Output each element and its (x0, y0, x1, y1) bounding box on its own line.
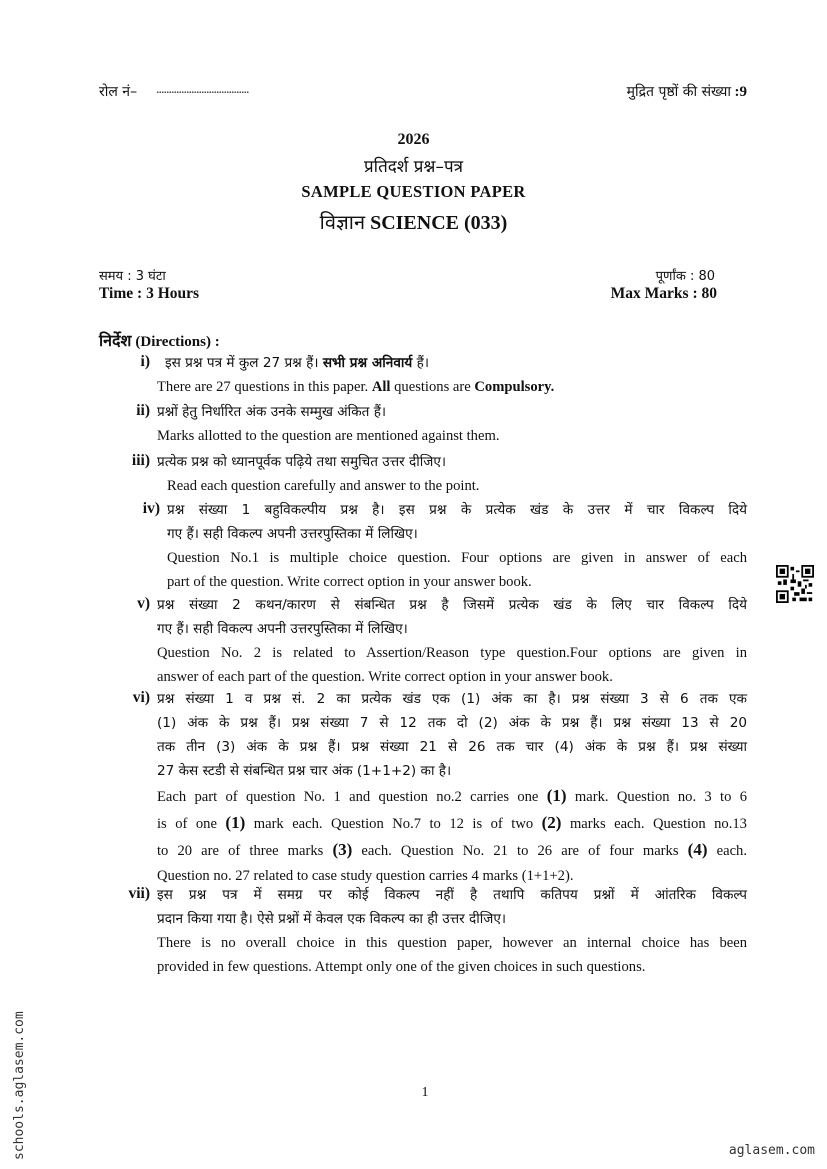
qr-code (776, 565, 814, 603)
direction-number-v: v) (137, 595, 150, 612)
direction-iv-english-2: part of the question. Write correct option in your answer book. (167, 574, 532, 590)
direction-iv-english-1: Question No.1 is multiple choice question. Four options are given in answer of each (167, 550, 747, 566)
direction-vi-hindi-4: 27 केस स्टडी से संबन्धित प्रश्न चार अंक (1+1+2) का है। (157, 763, 452, 779)
time-hindi: समय : 3 घंटा (99, 269, 166, 284)
direction-iv-hindi-2: गए हैं। सही विकल्प अपनी उत्तरपुस्तिका में लिखिए। (167, 526, 418, 542)
direction-vii (157, 883, 747, 979)
direction-v-hindi-2: गए हैं। सही विकल्प अपनी उत्तरपुस्तिका में लिखिए। (157, 621, 408, 637)
direction-vi-english-3e: each. (716, 843, 747, 859)
direction-ii-english: Marks allotted to the question are mentioned against them. (157, 428, 500, 444)
direction-vi-english-2c: mark each. Question No.7 to 12 is of two (253, 816, 534, 832)
direction-iii-hindi: प्रत्येक प्रश्न को ध्यानपूर्वक पढ़िये तथा समुचित उत्तर दीजिए। (157, 454, 447, 470)
side-watermark-url: schools.aglasem.com (12, 1011, 27, 1160)
max-marks-hindi: पूर्णांक : 80 (655, 269, 715, 284)
direction-vii-english-1: There is no overall choice in this question paper, however an internal choice has been (157, 935, 747, 951)
direction-number-vi: vi) (132, 689, 150, 706)
paper-year: 2026 (397, 131, 430, 148)
direction-i-hindi-b: सभी प्रश्न अनिवार्य (322, 355, 413, 371)
direction-vi-english-2 (157, 810, 747, 837)
direction-iv (167, 498, 747, 594)
paper-title-english: SAMPLE QUESTION PAPER (301, 182, 526, 201)
direction-vi-english-3c: each. Question No. 21 to 26 are of four marks (361, 843, 679, 859)
printed-pages-label: मुद्रित पृष्ठों की संख्या (626, 84, 731, 100)
direction-iii (157, 450, 747, 498)
direction-vi-hindi-3: तक तीन (3) अंक के प्रश्न हैं। प्रश्न संख्या 21 से 26 तक चार (4) अंक के प्रश्न हैं। प्रश्न संख्या (157, 739, 747, 755)
direction-i-hindi-c: हैं। (416, 355, 430, 371)
direction-iii-english: Read each question carefully and answer to the point. (167, 478, 480, 494)
paper-title-hindi: प्रतिदर्श प्रश्न–पत्र (364, 157, 463, 177)
direction-vi-english-4: Question no. 27 related to case study question carries 4 marks (1+1+2). (157, 868, 574, 884)
directions-heading-english: (Directions) : (135, 334, 220, 350)
direction-v (157, 593, 747, 689)
direction-ii-hindi: प्रश्नों हेतु निर्धारित अंक उनके सम्मुख अंकित हैं। (157, 404, 387, 420)
direction-number-vii: vii) (128, 885, 150, 902)
direction-vi-english-3a: to 20 are of three marks (157, 843, 324, 859)
direction-vi-english-2a: is of one (157, 816, 217, 832)
subject-title (0, 208, 827, 235)
subject-title-english: SCIENCE (033) (370, 212, 508, 234)
direction-i-english-d: Compulsory. (474, 379, 555, 395)
direction-v-hindi-1: प्रश्न संख्या 2 कथन/कारण से संबन्धित प्रश्न है जिसमें प्रत्येक खंड के लिए चार विकल्प दिये (157, 597, 747, 613)
direction-number-iii: iii) (131, 452, 150, 469)
direction-i-english-b: All (371, 379, 391, 395)
subject-title-hindi: विज्ञान (319, 210, 366, 234)
direction-vii-hindi-2: प्रदान किया गया है। ऐसे प्रश्नों में केवल एक विकल्प का ही उत्तर दीजिए। (157, 911, 507, 927)
printed-pages-count (627, 82, 747, 101)
direction-i-hindi-a: इस प्रश्न पत्र में कुल 27 प्रश्न हैं। (165, 355, 319, 371)
direction-i-hindi (157, 351, 747, 375)
brand-watermark: aglasem.com (728, 1143, 815, 1158)
direction-ii (157, 400, 747, 448)
directions-heading (99, 329, 220, 351)
direction-vi-english-1 (157, 783, 747, 810)
directions-heading-hindi: निर्देश (99, 331, 132, 350)
direction-i-english-c: questions are (394, 379, 471, 395)
roll-number-blank: ..................................... (156, 82, 249, 97)
direction-vi-english-2e: marks each. Question no.13 (569, 816, 747, 832)
direction-i-english (157, 375, 747, 399)
direction-v-english-1: Question No. 2 is related to Assertion/Reason type question.Four options are given in (157, 645, 747, 661)
direction-vii-hindi-1: इस प्रश्न पत्र में समग्र पर कोई विकल्प नहीं है तथापि कतिपय प्रश्नों में आंतरिक विकल्प (157, 887, 747, 903)
direction-number-i: i) (140, 353, 150, 370)
direction-vi-english-3d: (4) (687, 840, 708, 859)
direction-iv-hindi-1: प्रश्न संख्या 1 बहुविकल्पीय प्रश्न है। इस प्रश्न के प्रत्येक खंड के उत्तर में चार विकल्प दिये (167, 502, 747, 518)
time-english: Time : 3 Hours (99, 285, 200, 302)
max-marks-english: Max Marks : 80 (610, 285, 717, 302)
direction-vi-hindi-2: (1) अंक के प्रश्न हैं। प्रश्न संख्या 7 से 12 तक दो (2) अंक के प्रश्न हैं। प्रश्न संख्या 13 से 20 (157, 715, 747, 731)
direction-vi-english-3b: (3) (332, 840, 353, 859)
direction-vi-english-1a: Each part of question No. 1 and question no.2 carries one (157, 789, 539, 805)
direction-vi-english-1c: mark. Question no. 3 to 6 (574, 789, 747, 805)
direction-number-ii: ii) (136, 402, 150, 419)
direction-vi-english-2d: (2) (541, 813, 562, 832)
direction-i (157, 351, 747, 399)
printed-pages-value: :9 (734, 84, 747, 100)
direction-v-english-2: answer of each part of the question. Write correct option in your answer book. (157, 669, 613, 685)
direction-vi-english-2b: (1) (225, 813, 246, 832)
direction-vi-hindi-1: प्रश्न संख्या 1 व प्रश्न सं. 2 का प्रत्येक खंड एक (1) अंक का है। प्रश्न संख्या 3 से 6 तक एक (157, 691, 747, 707)
page-number: 1 (421, 1085, 429, 1100)
roll-number-label: रोल नं– (99, 84, 138, 100)
direction-vii-english-2: provided in few questions. Attempt only one of the given choices in such questions. (157, 959, 646, 975)
direction-number-iv: iv) (142, 500, 160, 517)
direction-i-english-a: There are 27 questions in this paper. (157, 379, 369, 395)
direction-vi-english-3 (157, 837, 747, 864)
direction-vi-english-1b: (1) (546, 786, 567, 805)
direction-vi (157, 687, 747, 888)
